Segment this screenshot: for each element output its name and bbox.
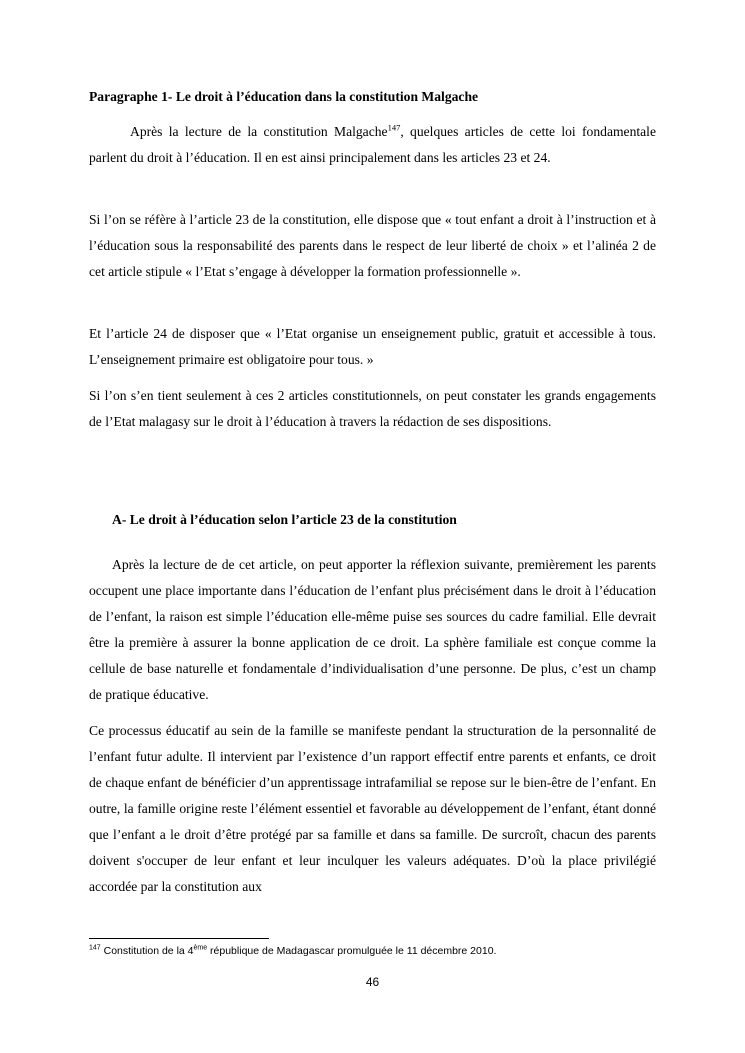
page-number: 46 bbox=[365, 975, 380, 989]
footnote-text-b: république de Madagascar promulguée le 11 décembre 2010. bbox=[207, 945, 497, 957]
footnote-ordinal: ème bbox=[193, 944, 208, 952]
footnote-separator bbox=[89, 938, 269, 939]
footnote-text-a: Constitution de la 4 bbox=[100, 945, 194, 957]
paragraph-1-text-b: , quelques articles de cette loi fondamentale parlent du droit à l’éducation. Il en est ainsi principalement dans les articles 23 et 24. bbox=[89, 124, 656, 165]
paragraph-1 bbox=[89, 119, 656, 171]
paragraph-5: Après la lecture de de cet article, on peut apporter la réflexion suivante, premièrement les parents occupent une place importante dans l’éducation de l’enfant plus précisément dans le droit à l’éducation de l’enfant, la raison est simple l’éducation elle-même puise ses sources du cadre familial. Elle devrait être la première à assurer la bonne application de ce droit. La sphère familiale est conçue comme la cellule de base naturelle et fondamentale d’individualisation d’une personne. De plus, c’est un champ de pratique éducative. bbox=[89, 557, 656, 702]
subsection-title: A- Le droit à l’éducation selon l’article 23 de la constitution bbox=[112, 512, 457, 527]
footnote-reference[interactable]: 147 bbox=[387, 122, 401, 133]
footnote bbox=[89, 945, 496, 957]
paragraph-4: Si l’on s’en tient seulement à ces 2 articles constitutionnels, on peut constater les grands engagements de l’Etat malagasy sur le droit à l’éducation à travers la rédaction de ses dispositions. bbox=[89, 388, 656, 429]
footnote-number: 147 bbox=[89, 944, 101, 952]
paragraph-2: Si l’on se réfère à l’article 23 de la constitution, elle dispose que « tout enfant a droit à l’instruction et à l’éducation sous la responsabilité des parents dans le respect de leur liberté de choix » et l’alinéa 2 de cet article stipule « l’Etat s’engage à développer la formation professionnelle ». bbox=[89, 212, 656, 279]
paragraph-6: Ce processus éducatif au sein de la famille se manifeste pendant la structuration de la personnalité de l’enfant futur adulte. Il intervient par l’existence d’un rapport effectif entre parents et enfants, ce droit de chaque enfant de bénéficier d’un apprentissage intrafamilial se repose sur le bien-être de l’enfant. En outre, la famille origine reste l’élément essentiel et favorable au développement de l’enfant, étant donné que l’enfant a le droit d’être protégé par sa famille et dans sa famille. De surcroît, chacun des parents doivent s'occuper de leur enfant et leur inculquer les valeurs adéquates. D’où la place privilégié accordée par la constitution aux bbox=[89, 723, 656, 894]
paragraph-3: Et l’article 24 de disposer que « l’Etat organise un enseignement public, gratuit et accessible à tous. L’enseignement primaire est obligatoire pour tous. » bbox=[89, 326, 656, 367]
paragraph-1-text-a: Après la lecture de la constitution Malgache bbox=[130, 124, 388, 139]
section-title: Paragraphe 1- Le droit à l’éducation dans la constitution Malgache bbox=[89, 89, 479, 104]
